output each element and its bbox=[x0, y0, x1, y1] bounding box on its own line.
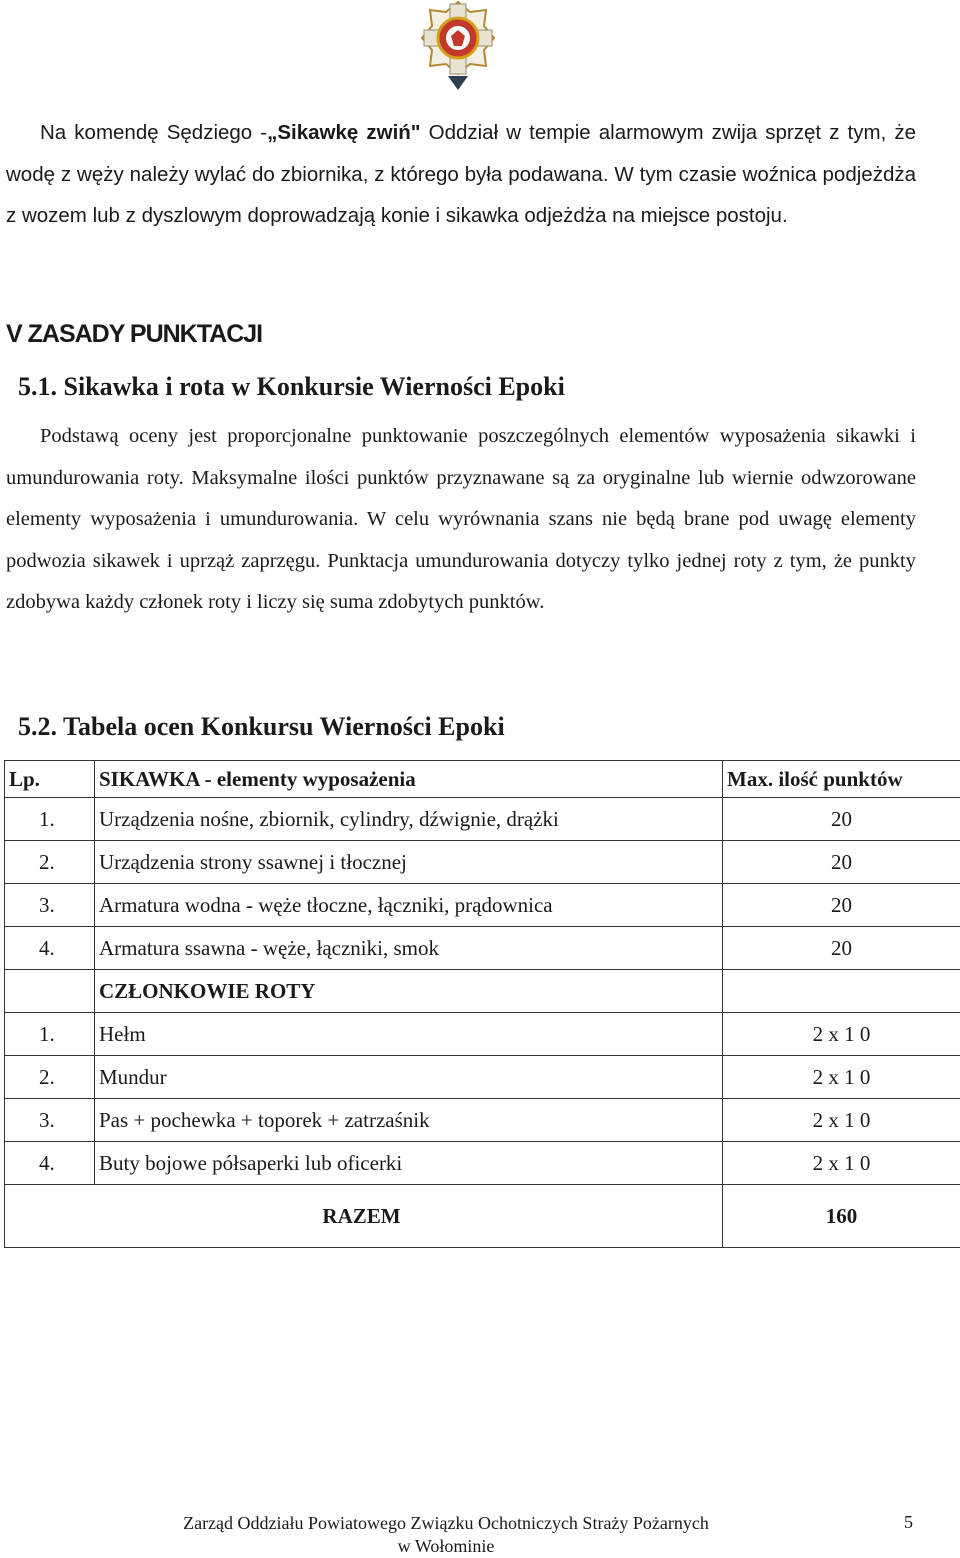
row-lp: 4. bbox=[5, 1142, 95, 1185]
row-points: 2 x 1 0 bbox=[723, 1099, 960, 1142]
scoring-table bbox=[4, 760, 960, 1248]
scoring-paragraph bbox=[6, 416, 916, 624]
footer-location: w Wołominie bbox=[146, 1535, 746, 1558]
header-item: SIKAWKA - elementy wyposażenia bbox=[95, 761, 723, 798]
row-points: 2 x 1 0 bbox=[723, 1056, 960, 1099]
table-header-row bbox=[5, 761, 960, 798]
table-row bbox=[5, 927, 960, 970]
row-lp: 3. bbox=[5, 884, 95, 927]
row-lp: 1. bbox=[5, 1013, 95, 1056]
row-lp: 2. bbox=[5, 1056, 95, 1099]
table-row bbox=[5, 798, 960, 841]
row-item: Armatura ssawna - węże, łączniki, smok bbox=[95, 927, 723, 970]
header-lp: Lp. bbox=[5, 761, 95, 798]
fire-brigade-emblem-icon bbox=[420, 0, 496, 92]
intro-command: „Sikawkę zwiń" bbox=[267, 121, 420, 144]
row-lp: 3. bbox=[5, 1099, 95, 1142]
subsection-5-1-title: 5.1. Sikawka i rota w Konkursie Wierności Epoki bbox=[18, 372, 565, 402]
total-row bbox=[5, 1185, 960, 1248]
intro-lead: Na komendę Sędziego - bbox=[40, 121, 267, 144]
row-lp: 1. bbox=[5, 798, 95, 841]
table-row bbox=[5, 1142, 960, 1185]
row-points: 20 bbox=[723, 884, 960, 927]
table-row bbox=[5, 841, 960, 884]
header-points: Max. ilość punktów bbox=[723, 761, 960, 798]
intro-rest: Oddział w tempie alarmowym zwija sprzęt z tym, że wodę z węży należy wylać do zbiornika, z którego była podawana. W tym czasie woźnica podjeżdża z wozem lub z dyszlowym doprowadzają konie i sikawka odjeżdża na miejsce postoju. bbox=[6, 121, 916, 227]
page-number: 5 bbox=[904, 1512, 913, 1533]
row-item: Urządzenia strony ssawnej i tłocznej bbox=[95, 841, 723, 884]
crew-header: CZŁONKOWIE ROTY bbox=[95, 970, 723, 1013]
row-lp: 4. bbox=[5, 927, 95, 970]
subsection-5-2-title: 5.2. Tabela ocen Konkursu Wierności Epoki bbox=[18, 712, 505, 742]
row-points: 20 bbox=[723, 927, 960, 970]
page-footer bbox=[146, 1512, 746, 1558]
table-row bbox=[5, 884, 960, 927]
crew-header-row bbox=[5, 970, 960, 1013]
row-item: Urządzenia nośne, zbiornik, cylindry, dźwignie, drążki bbox=[95, 798, 723, 841]
intro-paragraph bbox=[6, 112, 916, 237]
row-item: Hełm bbox=[95, 1013, 723, 1056]
total-label: RAZEM bbox=[5, 1185, 723, 1248]
table-row bbox=[5, 1013, 960, 1056]
table-row bbox=[5, 1099, 960, 1142]
row-points: 20 bbox=[723, 798, 960, 841]
row-item: Armatura wodna - węże tłoczne, łączniki, prądownica bbox=[95, 884, 723, 927]
row-points: 2 x 1 0 bbox=[723, 1142, 960, 1185]
row-points: 20 bbox=[723, 841, 960, 884]
scoring-body: Podstawą oceny jest proporcjonalne punktowanie poszczególnych elementów wyposażenia sikawki i umundurowania roty. Maksymalne ilości punktów przyznawane są za oryginalne lub wiernie odwzorowane elementy wyposażenia i umundurowania. W celu wyrównania szans nie będą brane pod uwagę elementy podwozia sikawek i uprząż zaprzęgu. Punktacja umundurowania dotyczy tylko jednej roty z tym, że punkty zdobywa każdy członek roty i liczy się suma zdobytych punktów. bbox=[6, 425, 916, 613]
row-points: 2 x 1 0 bbox=[723, 1013, 960, 1056]
total-value: 160 bbox=[723, 1185, 960, 1248]
row-item: Mundur bbox=[95, 1056, 723, 1099]
section-title: V ZASADY PUNKTACJI bbox=[6, 320, 262, 349]
row-item: Pas + pochewka + toporek + zatrzaśnik bbox=[95, 1099, 723, 1142]
row-item: Buty bojowe półsaperki lub oficerki bbox=[95, 1142, 723, 1185]
footer-organization: Zarząd Oddziału Powiatowego Związku Ochotniczych Straży Pożarnych bbox=[146, 1512, 746, 1535]
row-lp: 2. bbox=[5, 841, 95, 884]
table-row bbox=[5, 1056, 960, 1099]
